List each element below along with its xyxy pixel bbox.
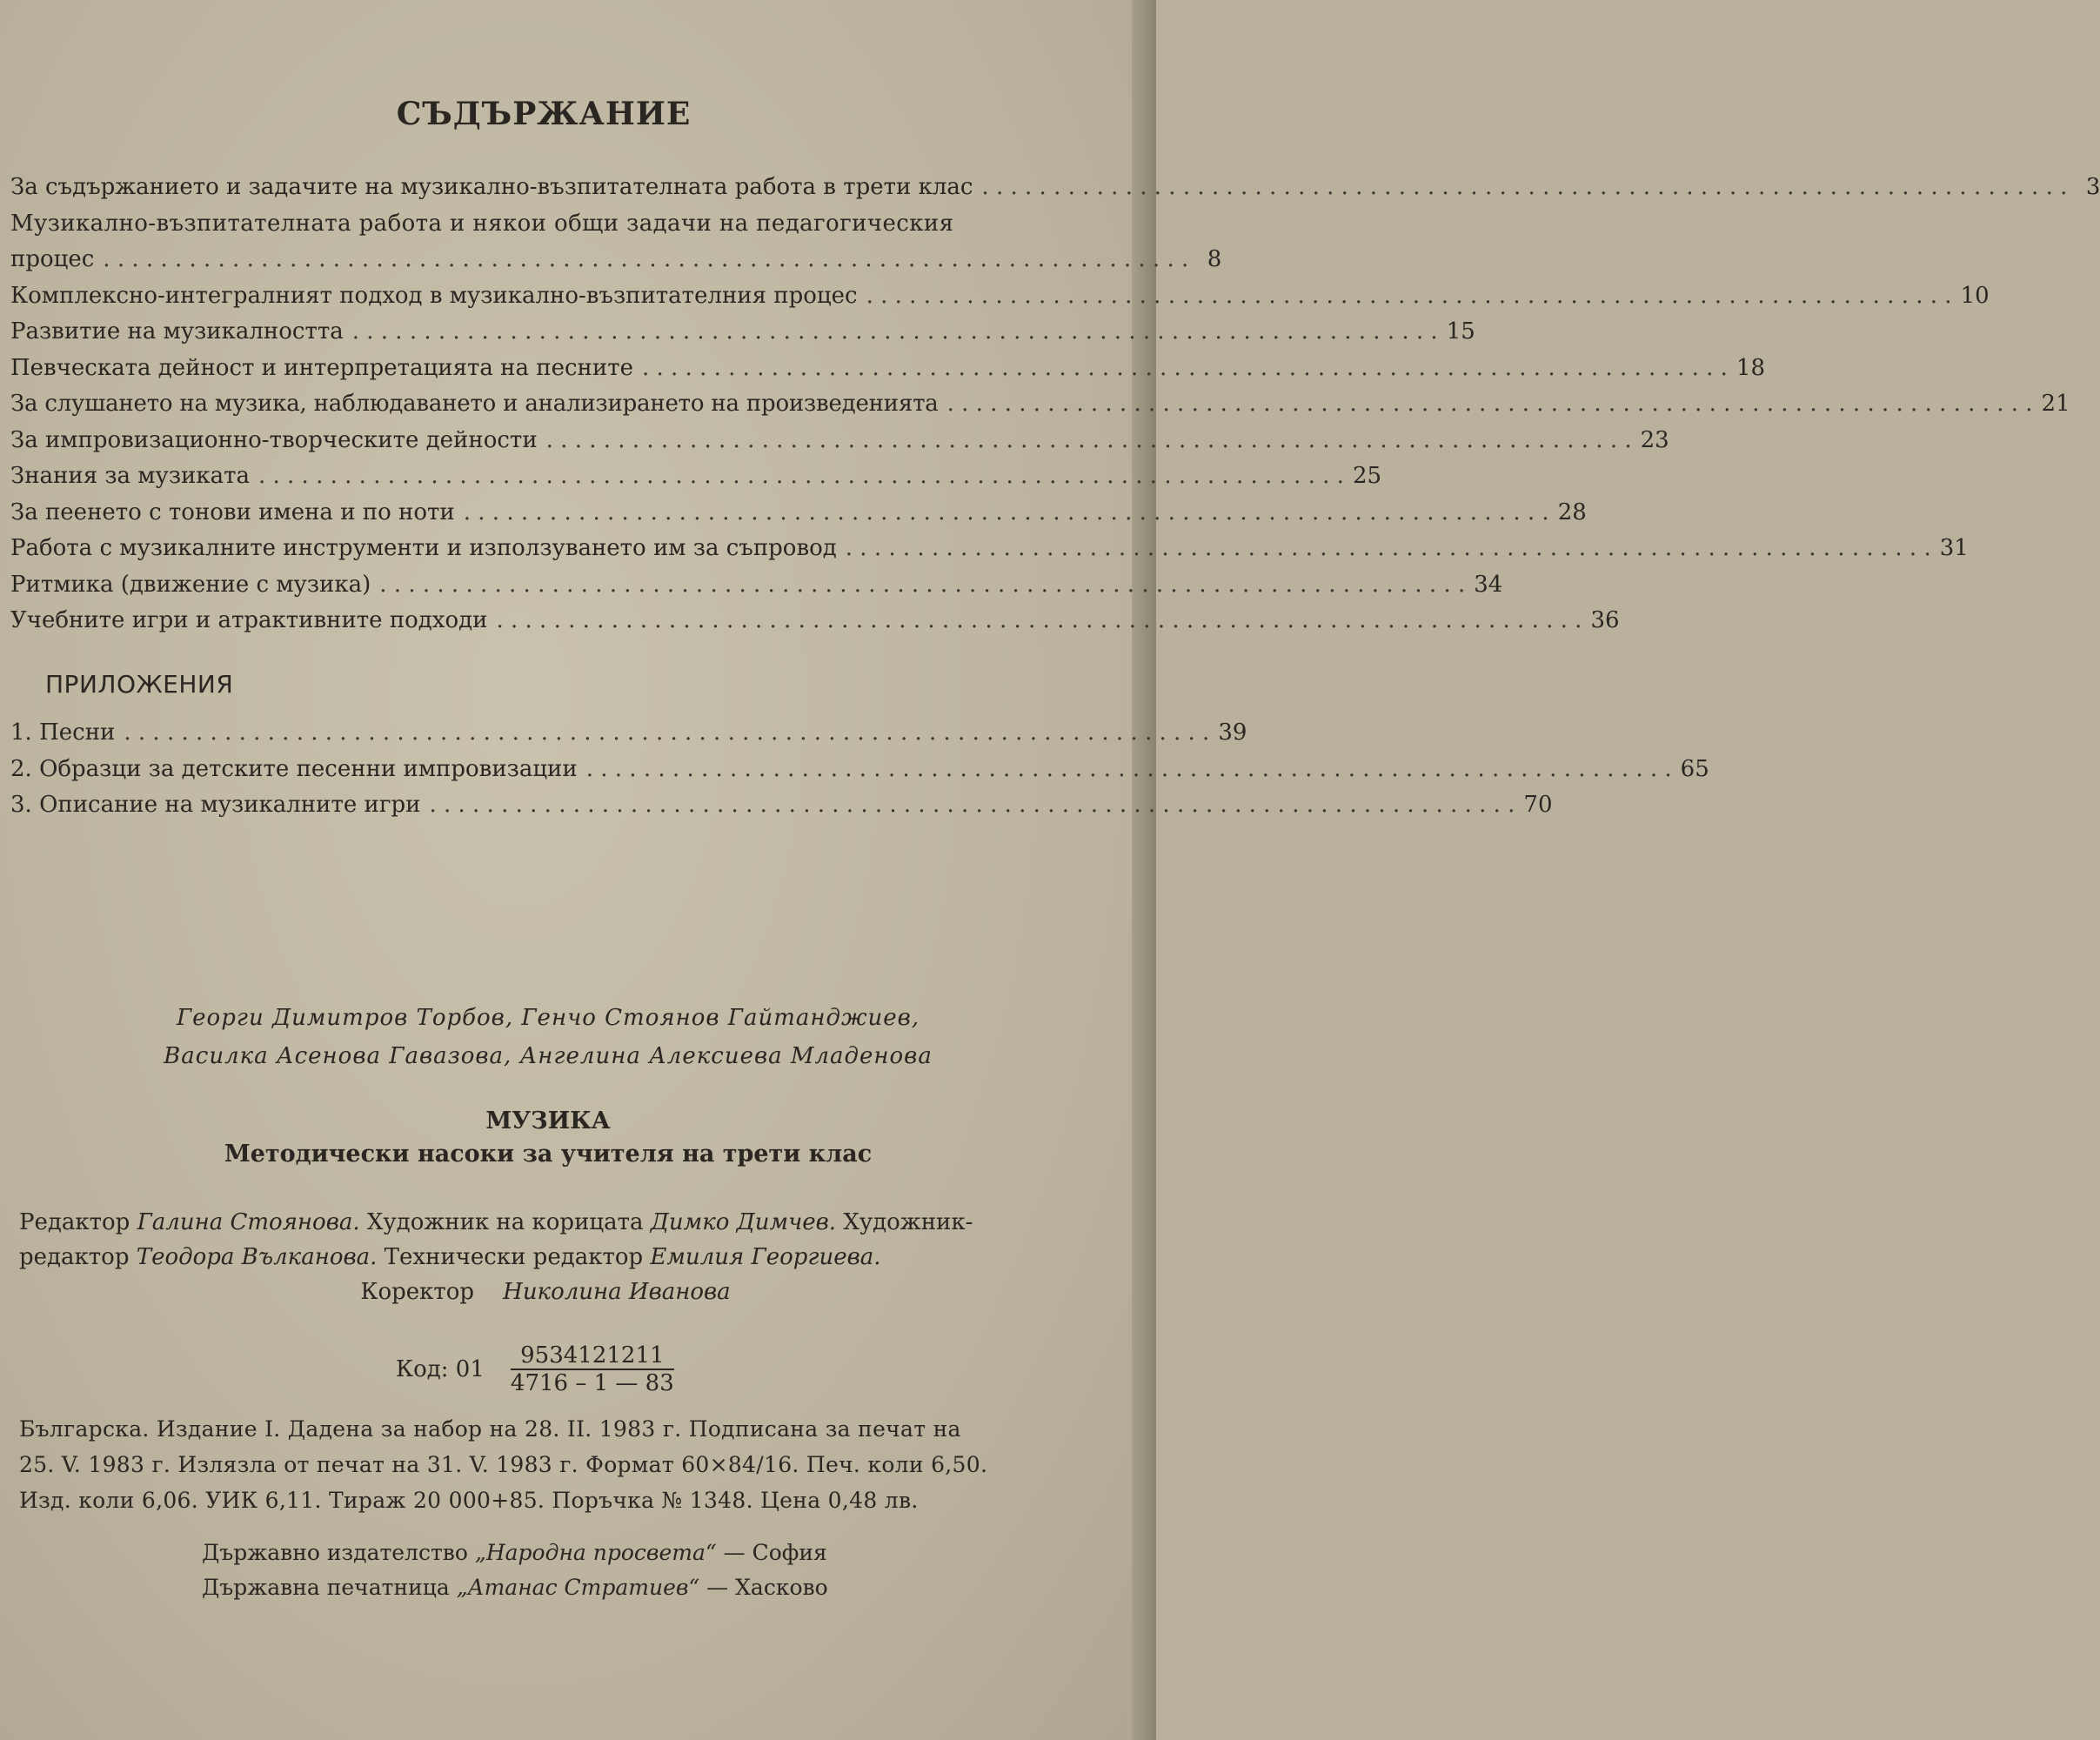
appendix-list xyxy=(10,715,1709,824)
toc-entry[interactable] xyxy=(10,351,1766,387)
code-fraction xyxy=(511,1342,674,1396)
code-block xyxy=(396,1342,674,1396)
appendix-entry[interactable] xyxy=(10,752,1709,788)
leader-dots xyxy=(586,752,1672,788)
toc-entry-label: Учебните игри и атрактивните подходи xyxy=(10,607,488,633)
table-of-contents xyxy=(10,170,2100,639)
publisher-prefix: Държавно издателство xyxy=(202,1540,468,1565)
publication-line: 25. V. 1983 г. Излязла от печат на 31. V. 1983 г. Формат 60×84/16. Печ. коли 6,50. xyxy=(19,1452,988,1477)
toc-entry-label: Работа с музикалните инструменти и използуването им за съпровод xyxy=(10,535,837,561)
code-denominator: 4716 – 1 — 83 xyxy=(510,1370,674,1396)
book-title-block xyxy=(0,1105,1096,1171)
leader-dots xyxy=(642,351,1728,387)
leader-dots xyxy=(981,170,2067,206)
proofreader-name: Николина Иванова xyxy=(503,1279,731,1305)
cover-artist-name: Димко Димчев. xyxy=(650,1209,837,1235)
leader-dots xyxy=(546,423,1632,459)
toc-entry-page: 34 xyxy=(1474,571,1503,598)
art-editor-name: Теодора Вълканова. xyxy=(136,1244,378,1270)
toc-entry-page: 36 xyxy=(1590,607,1620,633)
toc-entry-page: 25 xyxy=(1352,463,1382,489)
toc-entry[interactable] xyxy=(10,386,2070,423)
tech-editor-name: Емилия Георгиева. xyxy=(650,1244,881,1270)
toc-entry-page: 8 xyxy=(1207,246,1222,272)
publisher-city: — София xyxy=(723,1540,827,1565)
toc-entry-page: 31 xyxy=(1939,535,1969,561)
contents-title: СЪДЪРЖАНИЕ xyxy=(396,96,692,132)
appendix-entry-label: 3. Описание на музикалните игри xyxy=(10,792,421,818)
appendix-entry[interactable] xyxy=(10,715,1247,752)
toc-entry-label: Развитие на музикалността xyxy=(10,318,344,345)
toc-entry-page: 15 xyxy=(1446,318,1475,345)
toc-entry[interactable] xyxy=(10,495,1587,532)
leader-dots xyxy=(846,531,1931,567)
toc-entry-label: Музикално-възпитателната работа и някои общи задачи на педагогическия xyxy=(10,210,954,237)
toc-entry-page: 21 xyxy=(2041,391,2070,417)
appendix-entry-page: 70 xyxy=(1523,792,1553,818)
appendix-entry-label: 1. Песни xyxy=(10,719,116,746)
appendix-heading: ПРИЛОЖЕНИЯ xyxy=(45,670,234,699)
leader-dots xyxy=(352,314,1438,351)
printer-line xyxy=(202,1570,985,1605)
toc-entry[interactable] xyxy=(10,531,1969,567)
authors-line: Василка Асенова Гавазова, Ангелина Алексиева Младенова xyxy=(164,1043,933,1069)
appendix-entry-page: 39 xyxy=(1218,719,1247,746)
toc-entry-page: 10 xyxy=(1960,282,1990,309)
toc-entry-label: За съдържанието и задачите на музикално-възпитателната работа в трети клас xyxy=(10,174,973,200)
leader-dots xyxy=(496,603,1582,639)
toc-entry[interactable] xyxy=(10,423,1669,459)
leader-dots xyxy=(947,386,2033,423)
toc-entry[interactable] xyxy=(10,278,1990,315)
credits-line xyxy=(19,1205,1072,1275)
leader-dots xyxy=(258,458,1344,495)
toc-entry-label: За слушането на музика, наблюдаването и анализирането на произведенията xyxy=(10,391,939,417)
printer-name: „Атанас Стратиев“ xyxy=(456,1575,700,1600)
art-editor-label: Художник-редактор xyxy=(19,1209,973,1270)
proofreader-label: Коректор xyxy=(360,1279,475,1305)
toc-entry-page: 28 xyxy=(1557,499,1587,525)
toc-entry-label-continued: процес xyxy=(10,246,95,272)
toc-entry-label: Комплексно-интегралният подход в музикално-възпитателния процес xyxy=(10,282,858,309)
code-label: Код: 01 xyxy=(396,1356,485,1382)
authors-block xyxy=(0,999,1096,1075)
appendix-entry-label: 2. Образци за детските песенни импровизации xyxy=(10,755,578,782)
publisher-name: „Народна просвета“ xyxy=(474,1540,717,1565)
printer-city: — Хасково xyxy=(706,1575,828,1600)
toc-entry[interactable] xyxy=(10,567,1503,604)
toc-entry-page: 18 xyxy=(1736,354,1766,381)
toc-entry[interactable] xyxy=(10,314,1475,351)
toc-entry[interactable] xyxy=(10,603,1620,639)
editor-name: Галина Стоянова. xyxy=(137,1209,360,1235)
toc-entry-page: 23 xyxy=(1640,426,1669,453)
toc-entry-label: Певческата дейност и интерпретацията на песните xyxy=(10,354,633,381)
publication-line: Изд. коли 6,06. УИК 6,11. Тираж 20 000+85. Поръчка № 1348. Цена 0,48 лв. xyxy=(19,1488,919,1513)
printer-prefix: Държавна печатница xyxy=(202,1575,450,1600)
leader-dots xyxy=(124,715,1209,752)
book-title: МУЗИКА xyxy=(485,1108,611,1134)
tech-editor-label: Технически редактор xyxy=(384,1244,644,1270)
toc-entry[interactable] xyxy=(10,458,1382,495)
book-subtitle: Методически насоки за учителя на трети клас xyxy=(224,1141,873,1168)
leader-dots xyxy=(103,242,1188,278)
toc-entry-label: Ритмика (движение с музика) xyxy=(10,571,371,598)
credits-line xyxy=(19,1275,1072,1309)
leader-dots xyxy=(866,278,1952,315)
leader-dots xyxy=(429,787,1515,824)
toc-entry[interactable] xyxy=(10,206,1222,278)
toc-entry-label: Знания за музиката xyxy=(10,463,250,489)
toc-entry-label: За импровизационно-творческите дейности xyxy=(10,426,538,453)
leader-dots xyxy=(464,495,1549,532)
authors-line: Георги Димитров Торбов, Генчо Стоянов Гайтанджиев, xyxy=(176,1005,920,1031)
leader-dots xyxy=(379,567,1465,604)
publisher-line xyxy=(202,1536,985,1570)
toc-entry[interactable] xyxy=(10,170,2100,206)
credits-block xyxy=(19,1205,1072,1309)
editor-label: Редактор xyxy=(19,1209,130,1235)
toc-entry-label: За пеенето с тонови имена и по ноти xyxy=(10,499,455,525)
appendix-entry-page: 65 xyxy=(1680,755,1709,782)
publication-details xyxy=(19,1411,1076,1518)
appendix-entry[interactable] xyxy=(10,787,1553,824)
code-numerator: 9534121211 xyxy=(511,1342,674,1370)
toc-entry-page: 3 xyxy=(2085,174,2100,200)
cover-artist-label: Художник на корицата xyxy=(366,1209,644,1235)
publisher-block xyxy=(202,1536,985,1605)
publication-line: Българска. Издание I. Дадена за набор на 28. II. 1983 г. Подписана за печат на xyxy=(19,1416,961,1442)
